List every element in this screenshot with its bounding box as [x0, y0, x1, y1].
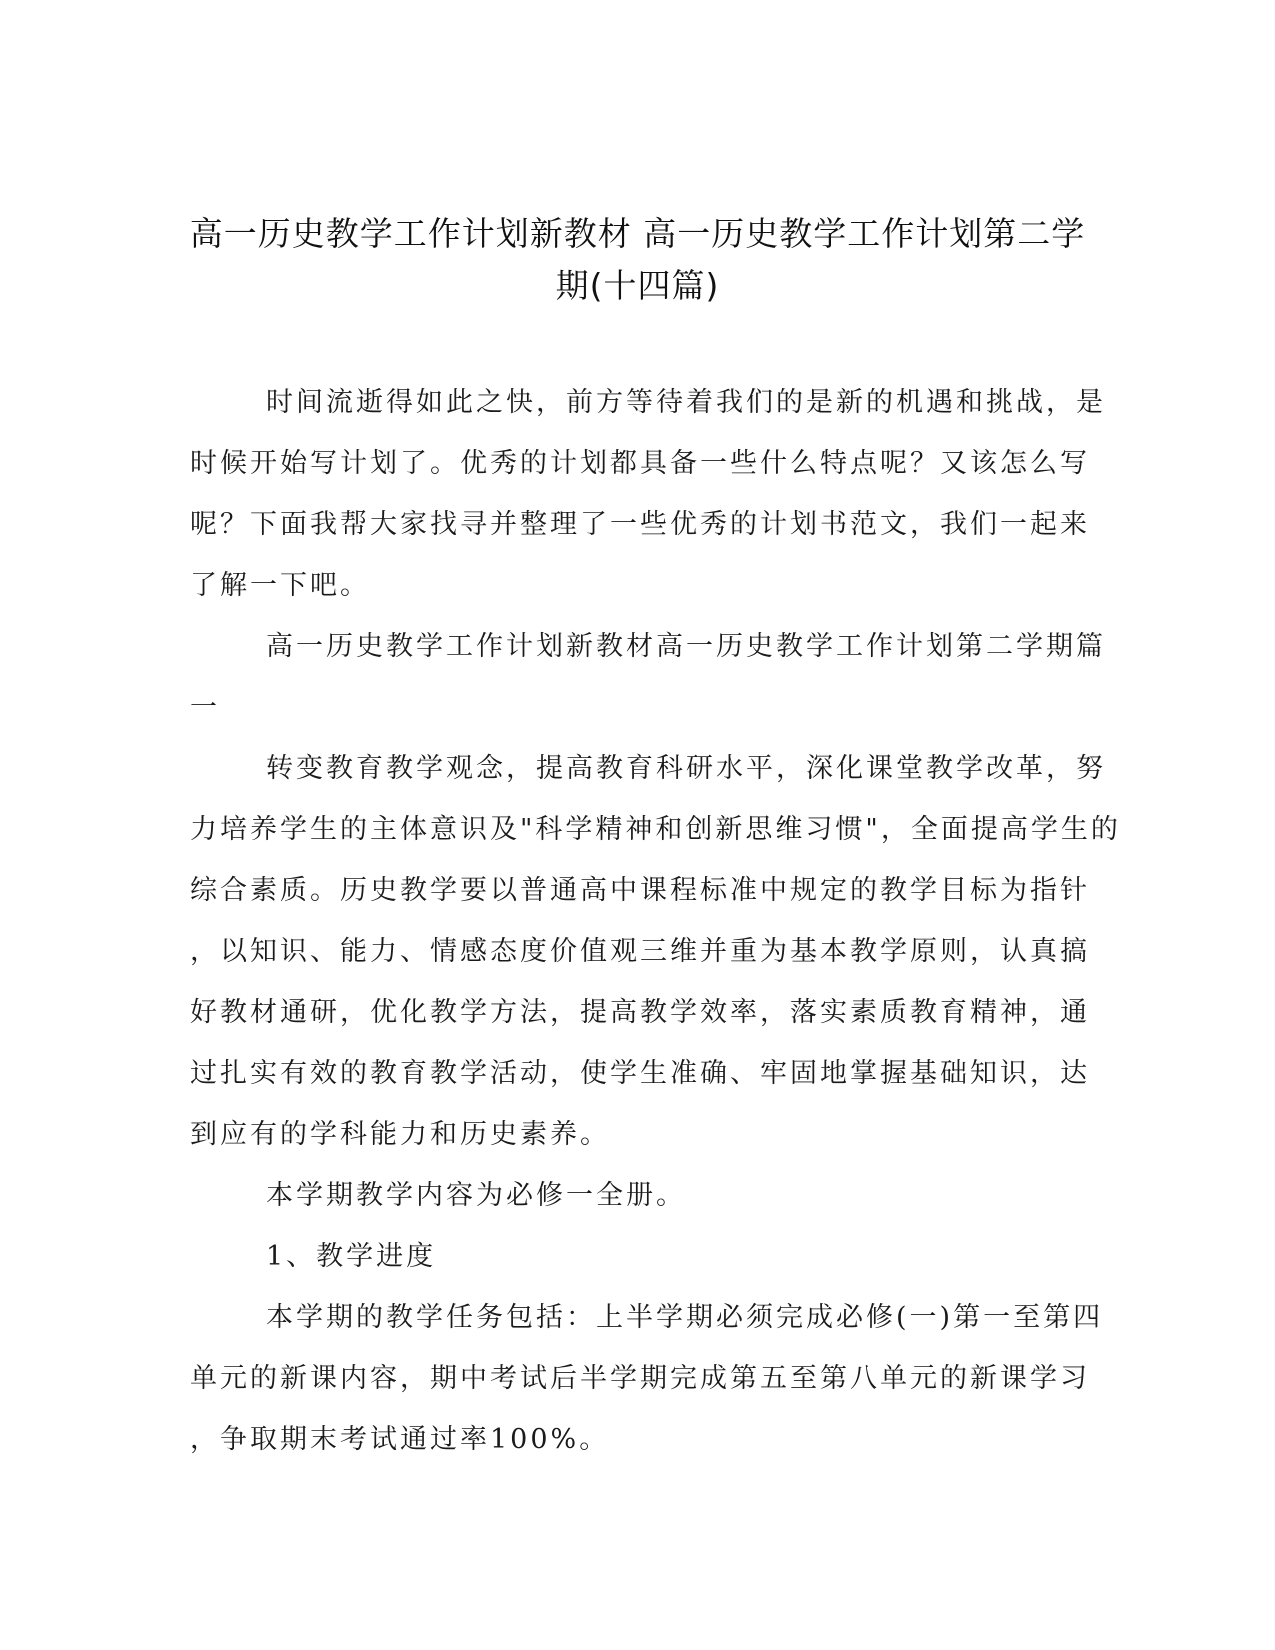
paragraph-line: 转变教育教学观念，提高教育科研水平，深化课堂教学改革，努 [266, 753, 1106, 784]
paragraph-line: 本学期教学内容为必修一全册。 [266, 1180, 686, 1211]
paragraph-line: 到应有的学科能力和历史素养。 [190, 1119, 610, 1150]
paragraph-goals [190, 738, 1121, 1165]
paragraph-line: 了解一下吧。 [190, 570, 370, 601]
paragraph-line: 一 [190, 692, 220, 723]
paragraph-content [190, 1165, 1090, 1226]
paragraph-tasks [190, 1287, 1104, 1470]
paragraph-line: 呢？下面我帮大家找寻并整理了一些优秀的计划书范文，我们一起来 [190, 509, 1090, 540]
title-line: 期(十四篇) [555, 266, 720, 305]
paragraph-line: 综合素质。历史教学要以普通高中课程标准中规定的教学目标为指针 [190, 875, 1090, 906]
title-line: 高一历史教学工作计划新教材 高一历史教学工作计划第二学 [189, 214, 1086, 253]
paragraph-line: 时间流逝得如此之快，前方等待着我们的是新的机遇和挑战，是 [266, 387, 1106, 418]
paragraph-line: ，以知识、能力、情感态度价值观三维并重为基本教学原则，认真搞 [190, 936, 1090, 967]
paragraph-line: 高一历史教学工作计划新教材高一历史教学工作计划第二学期篇 [266, 631, 1106, 662]
paragraph-intro [190, 372, 1106, 616]
document-title [160, 208, 1115, 312]
section-heading [190, 616, 1106, 738]
paragraph-line: 过扎实有效的教育教学活动，使学生准确、牢固地掌握基础知识，达 [190, 1058, 1090, 1089]
subheading-progress [190, 1226, 1090, 1287]
document-body [190, 372, 1121, 1470]
paragraph-line: ，争取期末考试通过率100%。 [190, 1424, 610, 1455]
paragraph-line: 本学期的教学任务包括：上半学期必须完成必修(一)第一至第四 [266, 1302, 1104, 1333]
paragraph-line: 1、教学进度 [266, 1241, 437, 1272]
paragraph-line: 好教材通研，优化教学方法，提高教学效率，落实素质教育精神，通 [190, 997, 1090, 1028]
paragraph-line: 力培养学生的主体意识及"科学精神和创新思维习惯"，全面提高学生的 [190, 814, 1121, 845]
paragraph-line: 单元的新课内容，期中考试后半学期完成第五至第八单元的新课学习 [190, 1363, 1090, 1394]
paragraph-line: 时候开始写计划了。优秀的计划都具备一些什么特点呢？又该怎么写 [190, 448, 1090, 479]
